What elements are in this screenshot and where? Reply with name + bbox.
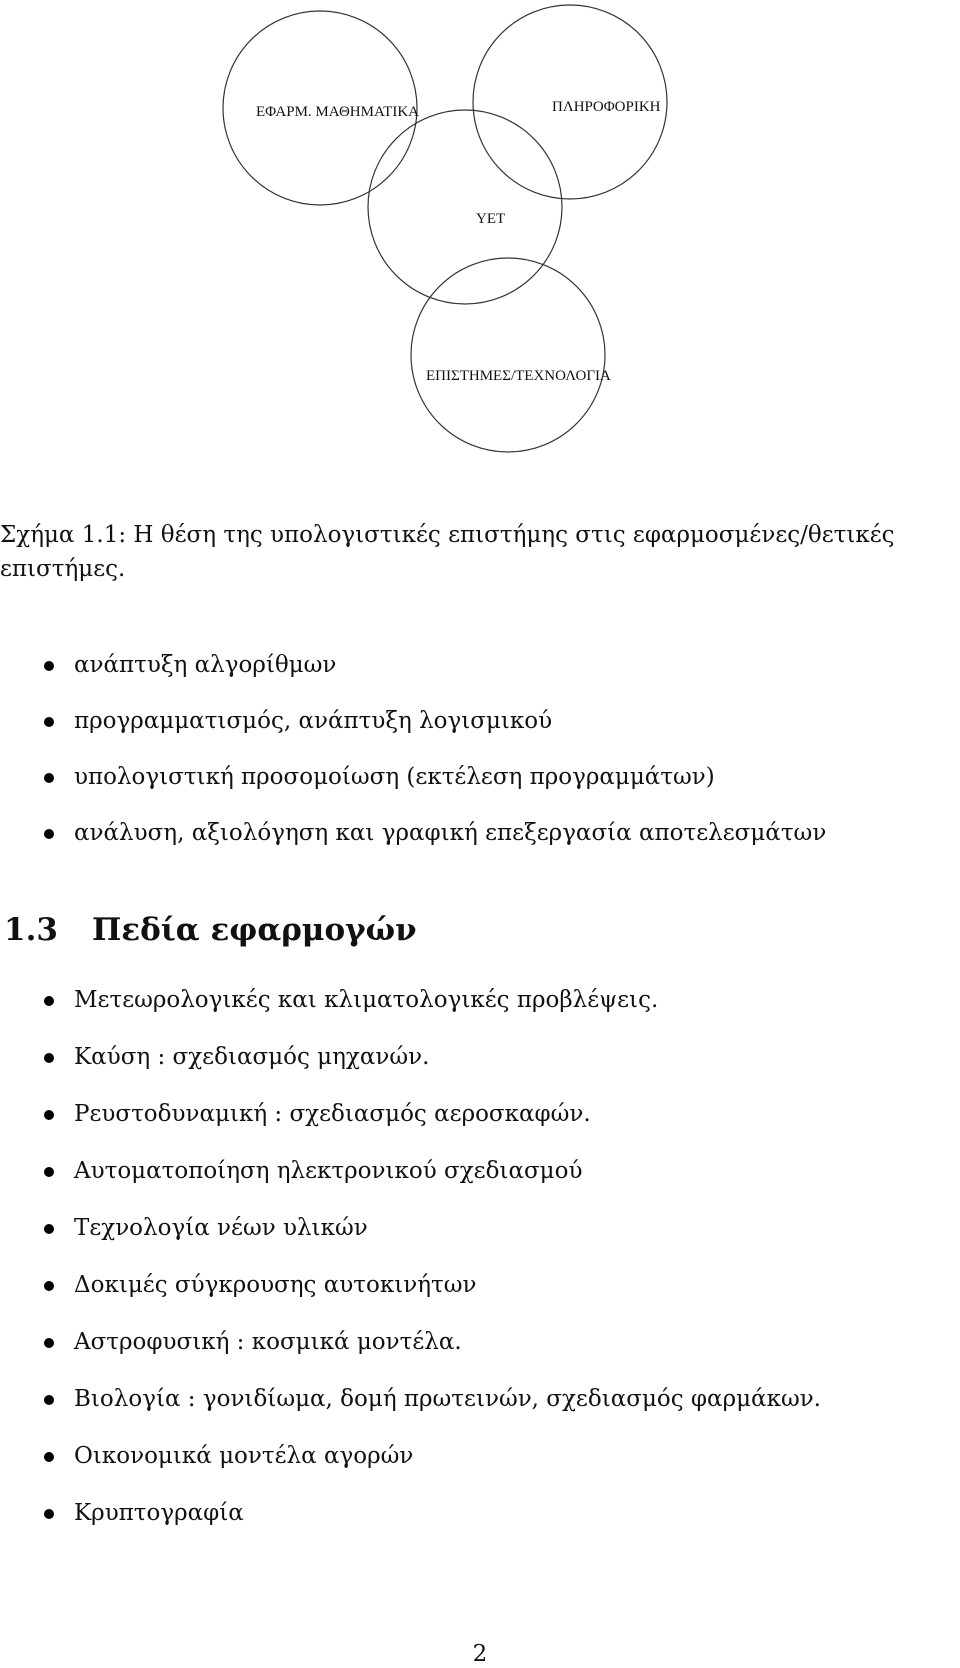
bullet-icon: [44, 1053, 54, 1063]
list-item: [0, 1384, 940, 1414]
list-item: [0, 1327, 940, 1357]
list-item-text: Τεχνολογία νέων υλικών: [74, 1215, 368, 1241]
list-item-text: Οικονομικά μοντέλα αγορών: [74, 1443, 414, 1469]
applications-list: [0, 985, 940, 1555]
section-heading: [4, 910, 417, 950]
figure-caption: [0, 518, 946, 586]
activities-list: [0, 650, 940, 874]
list-item: [0, 1099, 940, 1129]
list-item: [0, 706, 940, 736]
list-item-text: προγραμματισμός, ανάπτυξη λογισμικού: [74, 708, 553, 734]
section-title: Πεδία εφαρμογών: [92, 912, 417, 948]
list-item: [0, 762, 940, 792]
list-item-text: Καύση : σχεδιασμός μηχανών.: [74, 1044, 430, 1070]
bullet-icon: [44, 1281, 54, 1291]
list-item-text: Ρευστοδυναμική : σχεδιασμός αεροσκαφών.: [74, 1101, 591, 1127]
caption-text: Η θέση της υπολογιστικές επιστήμης στις εφαρμοσμένες/θετικές επιστήμες.: [0, 522, 902, 582]
bullet-icon: [44, 773, 54, 783]
list-item-text: υπολογιστική προσομοίωση (εκτέλεση προγραμμάτων): [74, 764, 715, 790]
bullet-icon: [44, 1395, 54, 1405]
venn-figure: [0, 0, 960, 500]
list-item: [0, 1441, 940, 1471]
bullet-icon: [44, 717, 54, 727]
bullet-icon: [44, 829, 54, 839]
bullet-icon: [44, 1338, 54, 1348]
label-sciences-technology: ΕΠΙΣΤΗΜΕΣ/ΤΕΧΝΟΛΟΓΙΑ: [426, 368, 611, 384]
circle-cse: [368, 110, 562, 304]
venn-diagram: [0, 0, 960, 500]
section-number: 1.3: [4, 912, 58, 948]
list-item-text: ανάλυση, αξιολόγηση και γραφική επεξεργασία αποτελεσμάτων: [74, 820, 827, 846]
list-item-text: Αστροφυσική : κοσμικά μοντέλα.: [74, 1329, 462, 1355]
list-item: [0, 1270, 940, 1300]
list-item-text: Βιολογία : γονιδίωμα, δομή πρωτεινών, σχεδιασμός φαρμάκων.: [74, 1386, 821, 1412]
bullet-icon: [44, 1452, 54, 1462]
bullet-icon: [44, 1167, 54, 1177]
bullet-icon: [44, 661, 54, 671]
list-item-text: Αυτοματοποίηση ηλεκτρονικού σχεδιασμού: [74, 1158, 583, 1184]
label-cse: ΥΕΤ: [476, 211, 506, 227]
list-item: [0, 1498, 940, 1528]
list-item: [0, 1156, 940, 1186]
caption-number: Σχήμα 1.1:: [0, 522, 127, 548]
list-item-text: Δοκιμές σύγκρουσης αυτοκινήτων: [74, 1272, 477, 1298]
circle-sciences-technology: [411, 258, 605, 452]
bullet-icon: [44, 1224, 54, 1234]
list-item: [0, 818, 940, 848]
bullet-icon: [44, 1110, 54, 1120]
label-applied-math: ΕΦΑΡΜ. ΜΑΘΗΜΑΤΙΚΑ: [256, 104, 419, 120]
bullet-icon: [44, 996, 54, 1006]
list-item-text: Μετεωρολογικές και κλιματολογικές προβλέψεις.: [74, 987, 659, 1013]
list-item-text: Κρυπτογραφία: [74, 1500, 244, 1526]
page-number: 2: [472, 1641, 488, 1667]
list-item-text: ανάπτυξη αλγορίθμων: [74, 652, 337, 678]
label-informatics: ΠΛΗΡΟΦΟΡΙΚΗ: [552, 99, 661, 115]
bullet-icon: [44, 1509, 54, 1519]
list-item: [0, 1042, 940, 1072]
list-item: [0, 985, 940, 1015]
list-item: [0, 650, 940, 680]
list-item: [0, 1213, 940, 1243]
